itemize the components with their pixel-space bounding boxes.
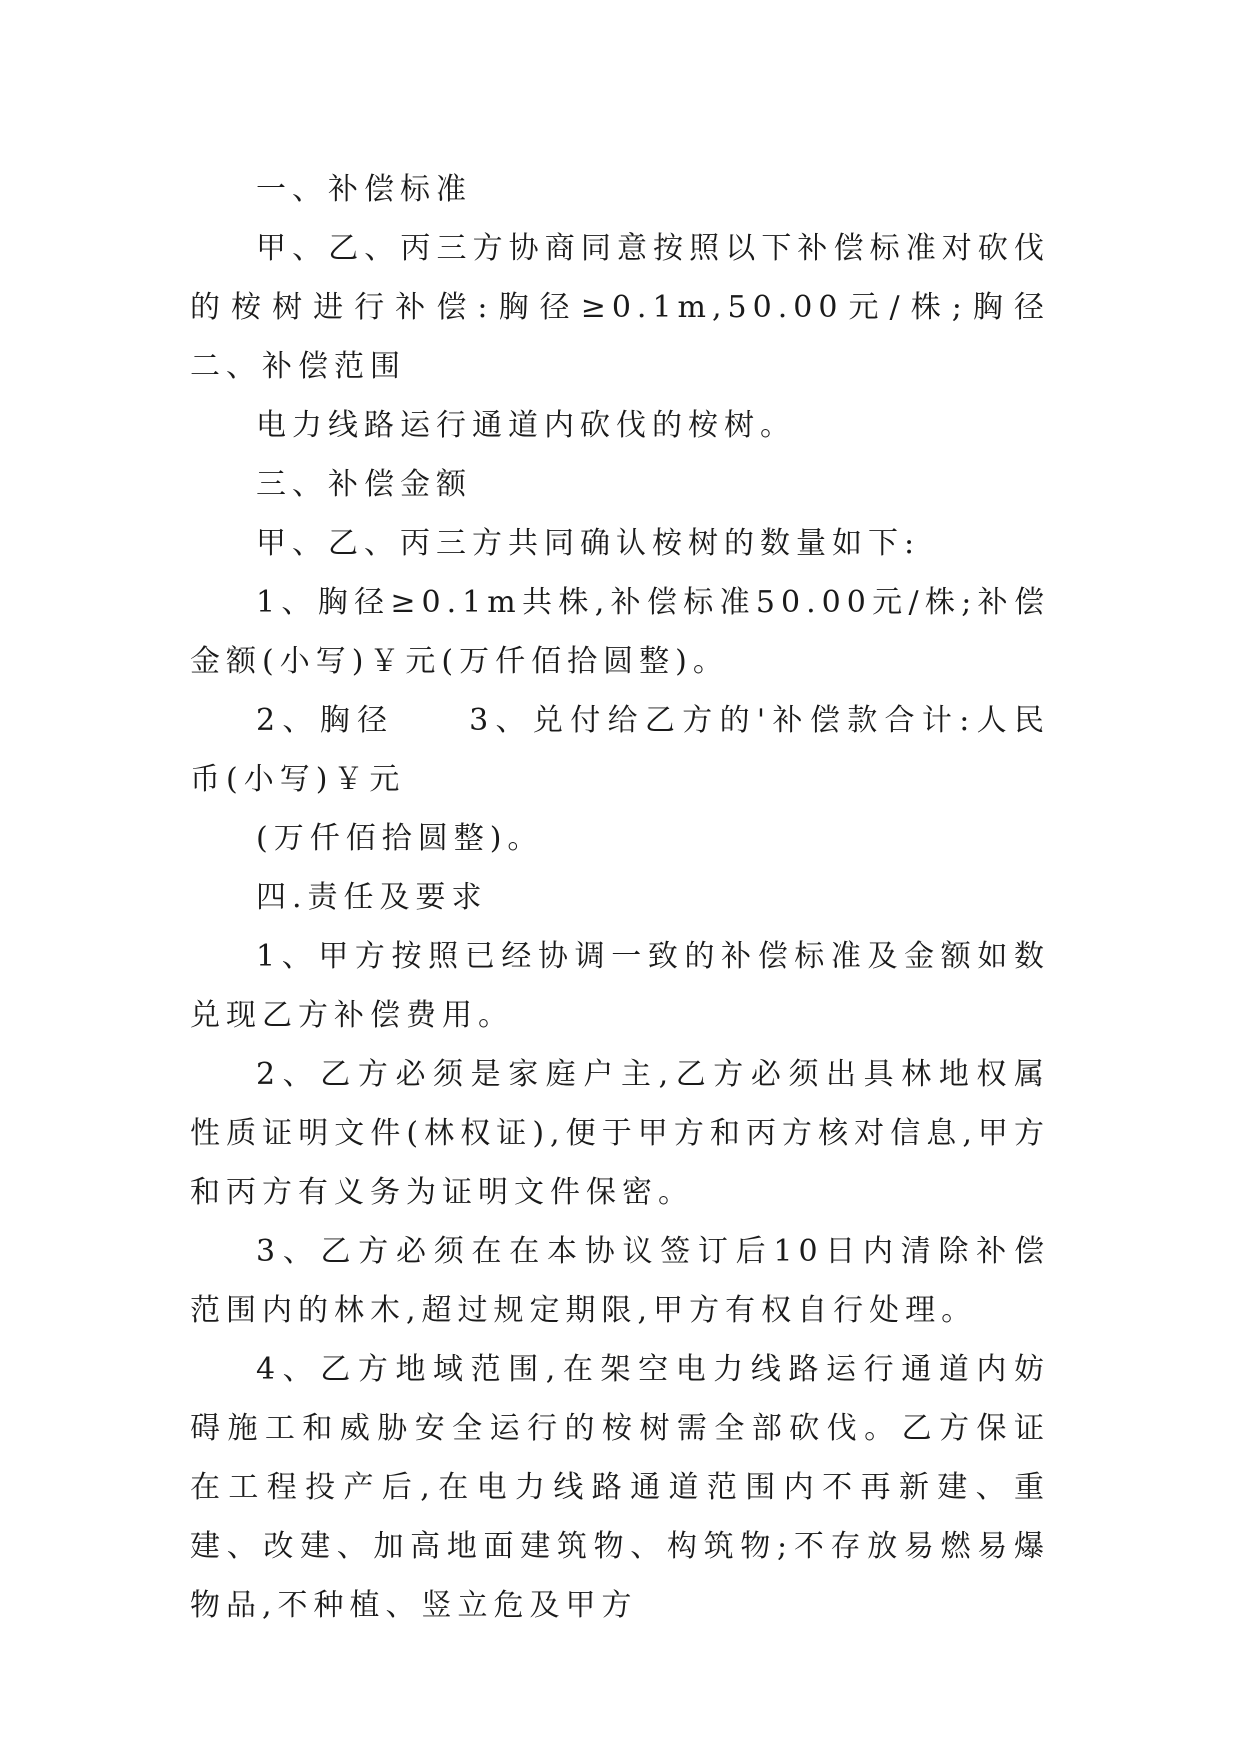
paragraph-standard-terms: 甲、乙、丙三方协商同意按照以下补偿标准对砍伐的桉树进行补偿:胸径≥0.1m,50.00元/株;胸径 二、补偿范围 [190, 231, 1122, 384]
paragraph-item-1: 1、胸径≥0.1m共株,补偿标准50.00元/株;补偿金额(小写)￥元(万仟佰拾圆整)。 [190, 585, 1050, 679]
document-body [190, 160, 1122, 1635]
section-heading-compensation-amount: 三、补偿金额 [256, 467, 472, 502]
paragraph-scope: 电力线路运行通道内砍伐的桉树。 [256, 408, 796, 443]
section-heading-compensation-standard: 一、补偿标准 [256, 172, 472, 207]
section-heading-responsibilities: 四.责任及要求 [256, 880, 488, 915]
paragraph-item-2-3: 2、胸径 3、兑付给乙方的'补偿款合计:人民币(小写)￥元 [190, 703, 1050, 797]
paragraph-quantity-confirmation: 甲、乙、丙三方共同确认桉树的数量如下: [256, 526, 921, 561]
paragraph-responsibility-3: 3、乙方必须在在本协议签订后10日内清除补偿范围内的林木,超过规定期限,甲方有权自行处理。 [190, 1234, 1050, 1328]
paragraph-responsibility-4: 4、乙方地域范围,在架空电力线路运行通道内妨碍施工和威胁安全运行的桉树需全部砍伐。乙方保证在工程投产后,在电力线路通道范围内不再新建、重建、改建、加高地面建筑物、构筑物;不存放易燃易爆物品,不种植、竖立危及甲方 [190, 1352, 1050, 1623]
paragraph-amount-in-words: (万仟佰拾圆整)。 [256, 821, 544, 856]
paragraph-responsibility-1: 1、甲方按照已经协调一致的补偿标准及金额如数兑现乙方补偿费用。 [190, 939, 1050, 1033]
paragraph-responsibility-2: 2、乙方必须是家庭户主,乙方必须出具林地权属性质证明文件(林权证),便于甲方和丙方核对信息,甲方和丙方有义务为证明文件保密。 [190, 1057, 1050, 1210]
